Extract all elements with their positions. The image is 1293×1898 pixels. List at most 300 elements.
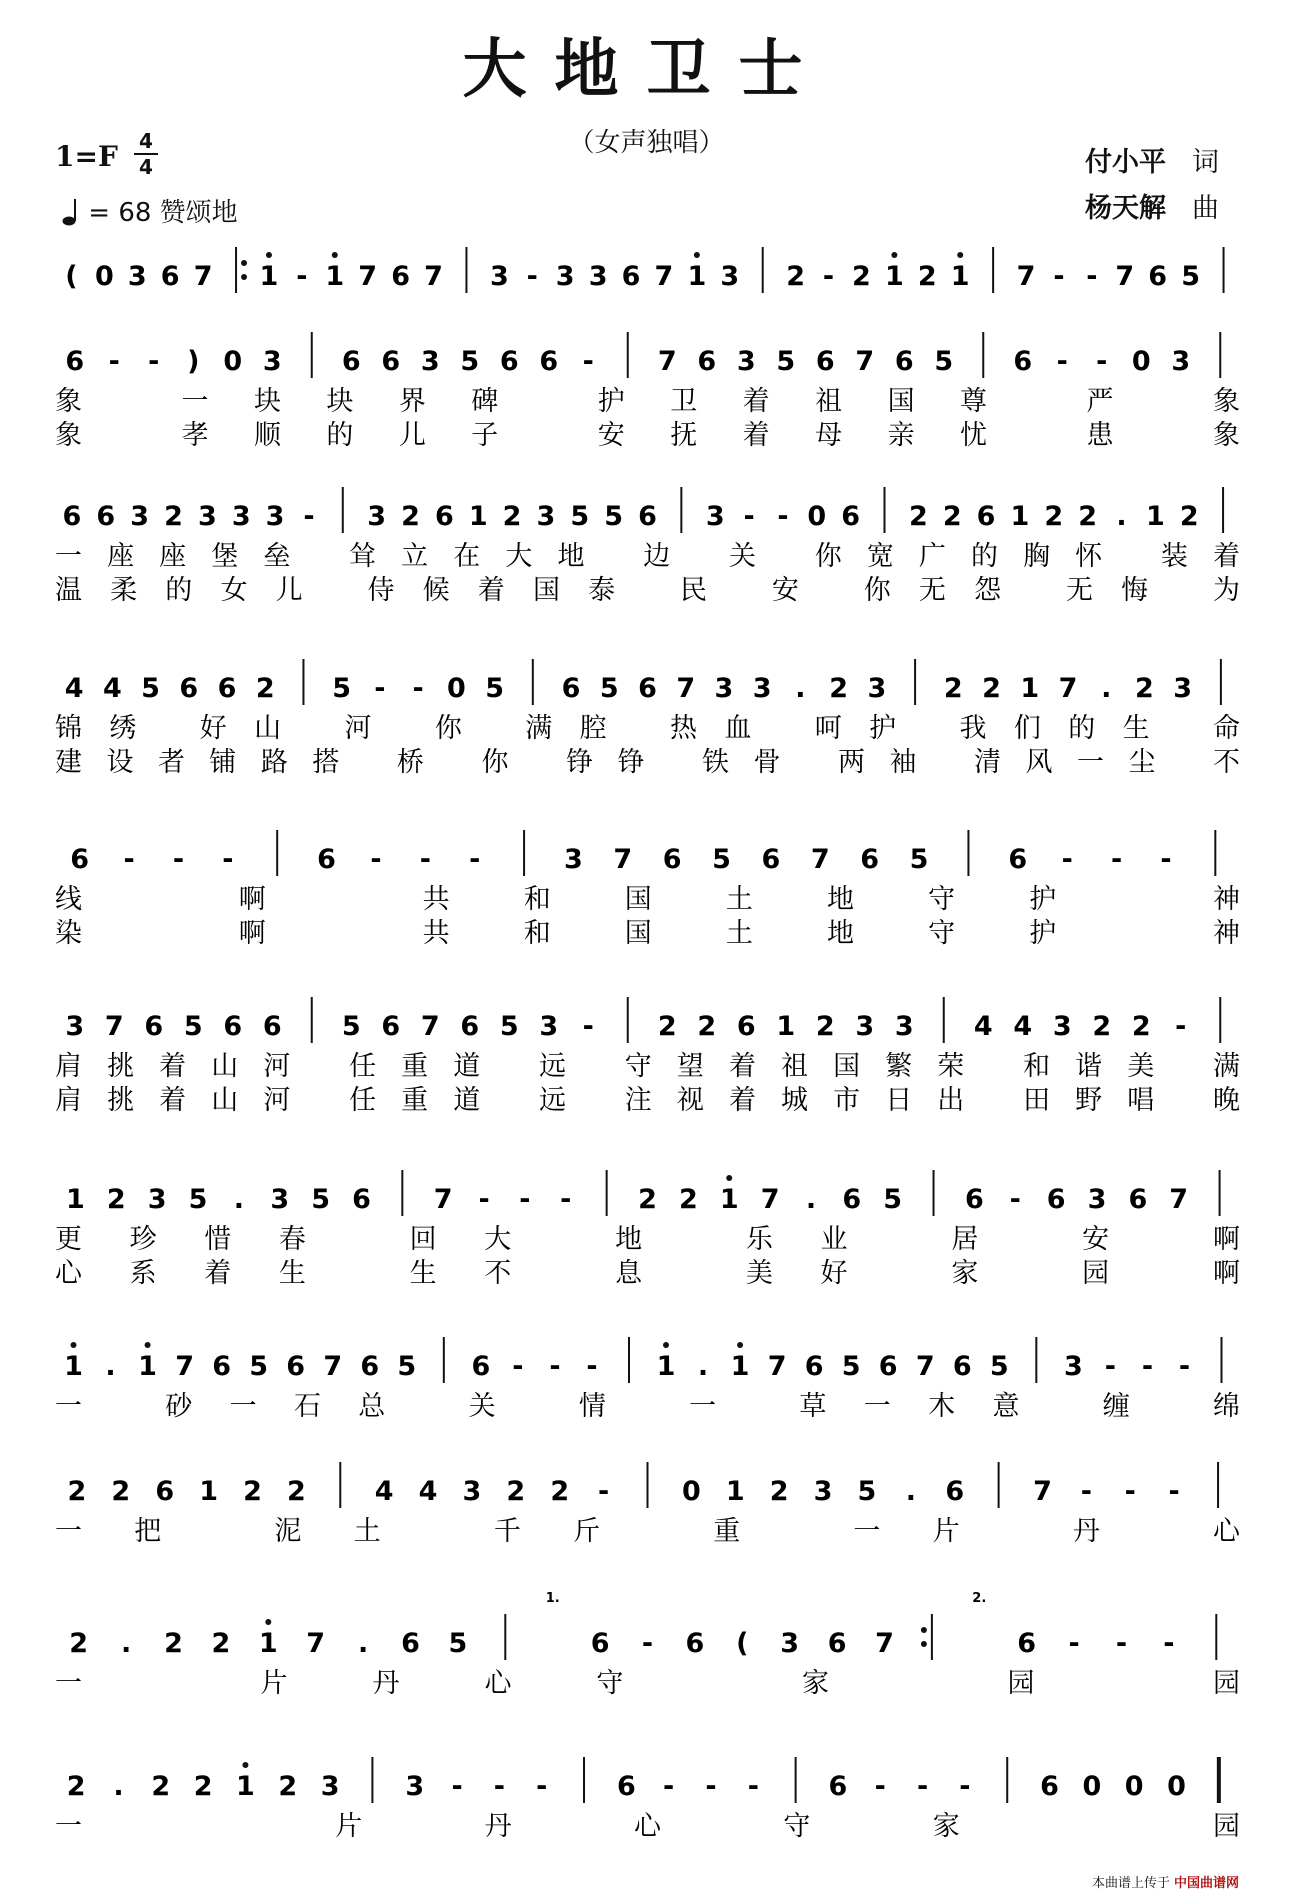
note-digit: 3 [231,501,251,532]
note-digit: 5 [397,1351,417,1382]
note-digit: - [1053,261,1065,292]
note-digit: 3 [1063,1351,1083,1382]
note-digit: 3 [1087,1184,1107,1215]
song-title: 大地卫士 [462,32,831,107]
volta-number: 2. [972,1591,987,1606]
note-digit: 7 [767,1351,787,1382]
key-signature: 1=F [55,140,118,173]
composer-name: 杨天解 [1085,193,1166,224]
note-digit: - [743,501,755,532]
note-digit: 0 [807,501,827,532]
lyric-line: 锦绣 好山 河 你 满腔 热血 呵护 我们的生 命 [55,713,1240,744]
note-digit: 6 [685,1628,705,1659]
note-digit: - [663,1771,675,1802]
note-digit: 2 [1135,673,1154,704]
note-digit: 3 [262,346,282,377]
note-digit: 1 [258,1628,278,1659]
note-digit: 7 [855,346,875,377]
high-octave-dot [71,1342,77,1348]
note-digit: - [1104,1351,1116,1382]
lyric-line: 建设者铺路搭 桥 你 铮铮 铁骨 两袖 清风一尘 不 [55,747,1240,778]
note-digit: 1 [719,1184,739,1215]
note-digit: 3 [65,1011,85,1042]
note-digit: 5 [448,1628,468,1659]
note-digit: - [747,1771,759,1802]
note-digit: 5 [183,1011,203,1042]
note-digit: 5 [249,1351,269,1382]
note-digit: 4 [64,673,84,704]
note-digit: - [705,1771,717,1802]
note-digit: 3 [736,346,756,377]
note-digit: 6 [212,1351,232,1382]
repeat-dot [241,260,247,266]
note-digit: 6 [1013,346,1033,377]
composer-role: 曲 [1192,193,1219,224]
note-digit: . [697,1351,709,1382]
note-digit: 5 [311,1184,331,1215]
note-digit: 6 [1148,261,1168,292]
note-digit: 2 [550,1476,570,1507]
note-digit: 6 [827,1628,847,1659]
note-digit: 5 [599,673,619,704]
note-digit: 2 [697,1011,717,1042]
note-digit: 6 [952,1351,972,1382]
note-digit: - [123,844,135,875]
note-digit: 7 [875,1628,894,1659]
note-digit: 1 [730,1351,750,1382]
note-digit: 5 [857,1476,877,1507]
note-digit: 6 [155,1476,175,1507]
note-digit: 3 [564,844,583,875]
note-digit: 1 [325,261,345,292]
high-octave-dot [891,252,897,258]
note-digit: 7 [193,261,213,292]
note-digit: - [493,1771,505,1802]
note-digit: - [1124,1476,1136,1507]
note-digit: 0 [1167,1771,1186,1802]
high-octave-dot [242,1762,248,1768]
note-digit: 6 [638,501,657,532]
note-digit: 5 [341,1011,361,1042]
note-digit: 6 [352,1184,371,1215]
note-digit: . [105,1351,116,1382]
lyric-line: 温柔的女儿 侍候着国泰 民 安 你无怨 无悔 为 [55,575,1240,606]
lyric-line: 一座座堡垒 耸立在大地 边 关 你宽广的胸怀 装着 [55,541,1240,572]
note-digit: 1 [776,1011,796,1042]
note-digit: 6 [262,1011,282,1042]
note-digit: 2 [908,501,928,532]
note-digit: . [805,1184,817,1215]
lyric-line: 一 片丹心守家 园 [55,1811,1240,1842]
tempo-text: = 68 赞颂地 [88,198,238,228]
note-digit: 0 [1124,1771,1144,1802]
note-digit: - [641,1628,654,1659]
note-digit: 3 [894,1011,914,1042]
note-digit: 6 [286,1351,306,1382]
note-digit: 3 [705,501,725,532]
note-digit: 2 [1179,501,1199,532]
note-digit: 1 [1020,673,1040,704]
note-digit: 7 [915,1351,935,1382]
note-digit: - [549,1351,561,1382]
note-digit: 6 [1046,1184,1066,1215]
note-digit: 6 [736,1011,756,1042]
note-digit: 2 [829,673,849,704]
note-digit: 2 [502,501,522,532]
note-digit: - [370,844,382,875]
note-digit: 7 [175,1351,195,1382]
note-digit: 2 [193,1771,213,1802]
repeat-dot [241,274,247,280]
note-digit: 2 [286,1476,306,1507]
note-digit: - [777,501,789,532]
lyric-line: 肩挑着山河 任重道 远 注视着城市日出 田野唱 晚 [55,1085,1240,1116]
note-digit: 2 [255,673,275,704]
high-octave-dot [266,252,272,258]
note-digit: 3 [130,501,150,532]
note-digit: 7 [433,1184,453,1215]
note-digit: 2 [1078,501,1098,532]
high-octave-dot [145,1342,151,1348]
meter-bottom: 4 [139,155,153,179]
note-digit: 1 [884,261,904,292]
note-digit: 6 [878,1351,898,1382]
note-digit: 6 [804,1351,824,1382]
note-digit: 3 [367,501,387,532]
note-digit: . [1116,501,1127,532]
note-digit: 5 [485,673,504,704]
note-digit: 3 [320,1771,340,1802]
note-digit: - [512,1351,524,1382]
repeat-dot [921,1641,927,1647]
note-digit: 6 [223,1011,243,1042]
note-digit: 2 [111,1476,131,1507]
note-digit: - [1096,346,1108,377]
note-digit: - [1115,1628,1128,1659]
note-digit: 5 [332,673,352,704]
note-digit: 2 [786,261,806,292]
note-digit: 3 [780,1628,800,1659]
note-digit: - [148,346,160,377]
note-digit: 1 [1145,501,1165,532]
note-digit: 6 [144,1011,164,1042]
note-digit: - [1068,1628,1080,1659]
lyricist-name: 付小平 [1085,147,1166,178]
high-octave-dot [957,252,963,258]
volta-number: 1. [545,1591,560,1606]
note-digit: - [478,1184,490,1215]
note-digit: - [1061,844,1073,875]
note-digit: 1 [656,1351,676,1382]
note-digit: 5 [776,346,796,377]
note-digit: 2 [1131,1011,1151,1042]
note-digit: 6 [317,844,336,875]
site-logo: 中国曲谱网 [1174,1876,1240,1891]
note-digit: 7 [1169,1184,1189,1215]
note-digit: . [120,1628,132,1659]
high-octave-dot [265,1619,271,1625]
note-digit: 2 [982,673,1001,704]
note-digit: 5 [989,1351,1009,1382]
note-digit: - [1056,346,1068,377]
note-digit: 6 [381,346,401,377]
note-digit: 6 [976,501,996,532]
note-digit: 6 [860,844,880,875]
note-digit: 2 [66,1771,86,1802]
note-digit: 6 [70,844,90,875]
note-digit: 6 [160,261,180,292]
note-digit: 7 [676,673,696,704]
note-digit: 6 [381,1011,401,1042]
note-digit: 3 [127,261,147,292]
note-digit: 7 [654,261,674,292]
note-digit: 4 [102,673,122,704]
note-digit: 2 [243,1476,262,1507]
note-digit: . [795,673,806,704]
note-digit: 0 [223,346,243,377]
note-digit: 1 [138,1351,157,1382]
note-digit: 6 [621,261,641,292]
note-digit: 5 [909,844,929,875]
note-digit: 6 [62,501,82,532]
note-digit: - [1160,844,1172,875]
note-digit: . [113,1771,124,1802]
note-digit: - [412,673,424,704]
note-digit: 6 [539,346,559,377]
note-digit: 6 [341,346,361,377]
note-digit: - [303,501,315,532]
note-digit: 3 [462,1476,482,1507]
note-digit: 6 [179,673,199,704]
note-digit: 7 [657,346,677,377]
note-digit: - [1168,1476,1180,1507]
note-digit: - [874,1771,886,1802]
note-digit: - [916,1771,929,1802]
note-digit: 3 [867,673,887,704]
note-digit: 2 [852,261,871,292]
note-digit: 3 [555,261,575,292]
note-digit: 1 [725,1476,745,1507]
lyric-line: 肩挑着山河 任重道 远 守望着祖国繁荣 和谐美 满 [55,1051,1240,1082]
note-digit: 6 [815,346,835,377]
note-digit: 5 [883,1184,903,1215]
note-digit: ( [65,261,78,292]
note-digit: 3 [270,1184,290,1215]
note-digit: 6 [697,346,717,377]
note-digit: 6 [1128,1184,1148,1215]
note-digit: 3 [1173,673,1193,704]
note-digit: 7 [1058,673,1078,704]
note-digit: 6 [217,673,237,704]
note-digit: - [108,346,120,377]
note-digit: 7 [104,1011,124,1042]
note-digit: - [1175,1011,1187,1042]
note-digit: 5 [604,501,624,532]
note-digit: 2 [164,1628,183,1659]
note-digit: 6 [616,1771,636,1802]
note-digit: 2 [211,1628,231,1659]
note-digit: 2 [942,501,962,532]
note-digit: - [959,1771,971,1802]
note-digit: 6 [96,501,116,532]
note-digit: 1 [66,1184,85,1215]
lyric-line: 一 片丹心守 家 园 园 [55,1668,1241,1699]
note-digit: - [1080,1476,1092,1507]
meter-top: 4 [139,129,153,153]
note-digit: 6 [401,1628,420,1659]
note-digit: 2 [278,1771,298,1802]
note-digit: 2 [1092,1011,1112,1042]
note-digit: 2 [151,1771,171,1802]
note-digit: 4 [1013,1011,1033,1042]
note-digit: 6 [65,346,85,377]
note-digit: 1 [1010,501,1030,532]
note-digit: 3 [539,1011,559,1042]
lyric-line: 线 啊 共和国土地守护 神 [55,884,1240,915]
note-digit: 6 [842,1184,862,1215]
note-digit: - [586,1351,598,1382]
note-digit: 4 [374,1476,394,1507]
note-digit: 5 [934,346,954,377]
note-digit: . [357,1628,369,1659]
note-digit: 2 [164,501,183,532]
lyric-line: 一 砂一石总 关 情 一 草一木意 缠 绵 [55,1391,1240,1422]
note-digit: - [451,1771,463,1802]
upload-credit [1092,1872,1239,1891]
note-digit: 0 [1082,1771,1102,1802]
note-digit: 2 [917,261,937,292]
note-digit: 4 [973,1011,993,1042]
note-digit: 3 [752,673,772,704]
note-digit: 6 [761,844,781,875]
note-digit: 5 [188,1184,208,1215]
note-digit: 3 [265,501,285,532]
lyric-line: 一把 泥土 千斤 重 一片 丹 心 [55,1516,1240,1547]
note-digit: 2 [657,1011,677,1042]
note-digit: - [536,1771,548,1802]
note-digit: - [222,844,234,875]
note-digit: 5 [1181,261,1201,292]
note-digit: 1 [259,261,279,292]
note-digit: 6 [894,346,914,377]
note-digit: 7 [810,844,830,875]
note-digit: - [172,844,185,875]
note-digit: 6 [1040,1771,1059,1802]
note-digit: 6 [841,501,861,532]
note-digit: 2 [401,501,420,532]
note-digit: 4 [418,1476,438,1507]
note-digit: 7 [424,261,443,292]
note-digit: 3 [720,261,740,292]
note-digit: 5 [460,346,480,377]
note-digit: - [1009,1184,1021,1215]
note-digit: 2 [769,1476,789,1507]
note-digit: 5 [141,673,160,704]
note-digit: 7 [323,1351,343,1382]
high-octave-dot [332,252,338,258]
note-digit: ( [736,1628,749,1659]
note-digit: 7 [1016,261,1036,292]
high-octave-dot [726,1175,732,1181]
note-digit: - [469,844,481,875]
note-digit: . [905,1476,916,1507]
note-digit: 5 [570,501,590,532]
note-digit: 2 [67,1476,87,1507]
note-digit: 0 [94,261,114,292]
note-digit: 1 [64,1351,83,1382]
note-digit: 7 [420,1011,440,1042]
lyric-line: 心系着生 生不 息 美好 家 园 啊 [55,1258,1240,1289]
note-digit: 2 [678,1184,698,1215]
note-digit: . [233,1184,245,1215]
note-digit: 6 [662,844,682,875]
repeat-dot [921,1627,927,1633]
note-digit: 3 [813,1476,833,1507]
note-digit: 1 [687,261,707,292]
note-digit: 6 [391,261,411,292]
note-digit: . [1101,673,1112,704]
note-digit: 7 [760,1184,780,1215]
note-digit: ) [187,346,200,377]
note-digit: 6 [828,1771,848,1802]
note-digit: - [598,1476,610,1507]
note-digit: - [296,261,308,292]
song-subtitle: （女声独唱） [568,128,725,158]
note-digit: - [1141,1351,1154,1382]
note-digit: 6 [360,1351,380,1382]
note-digit: - [582,1011,594,1042]
note-digit: 7 [1115,261,1135,292]
note-digit: 6 [945,1476,965,1507]
note-digit: - [560,1184,572,1215]
note-digit: 0 [681,1476,701,1507]
note-digit: - [526,261,538,292]
note-digit: - [1086,261,1098,292]
note-digit: 3 [197,501,217,532]
note-digit: 1 [468,501,488,532]
note-digit: 3 [536,501,556,532]
note-digit: 5 [499,1011,519,1042]
note-digit: 3 [420,346,440,377]
note-digit: 6 [590,1628,610,1659]
note-digit: 0 [446,673,466,704]
note-digit: - [582,346,594,377]
upload-text: 本曲谱上传于 [1092,1876,1171,1891]
lyric-line: 染 啊 共和国土地守护 神 [55,918,1240,949]
note-digit: 7 [613,844,633,875]
note-digit: 1 [199,1476,219,1507]
note-digit: 6 [460,1011,480,1042]
note-digit: - [1163,1628,1175,1659]
note-digit: 2 [638,1184,657,1215]
note-digit: 2 [815,1011,835,1042]
note-digit: 6 [471,1351,491,1382]
note-digit: 2 [69,1628,89,1659]
note-digit: - [1178,1351,1191,1382]
note-digit: 6 [561,673,581,704]
note-digit: - [419,844,431,875]
note-digit: 6 [1017,1628,1037,1659]
note-digit: 3 [588,261,608,292]
note-digit: 1 [950,261,970,292]
note-digit: 3 [405,1771,425,1802]
note-digit: 6 [499,346,519,377]
note-digit: 2 [506,1476,526,1507]
high-octave-dot [737,1342,743,1348]
note-digit: - [374,673,386,704]
lyric-line: 象 一块块界碑 护卫着祖国尊 严 象 [55,386,1240,417]
note-digit: 7 [358,261,378,292]
